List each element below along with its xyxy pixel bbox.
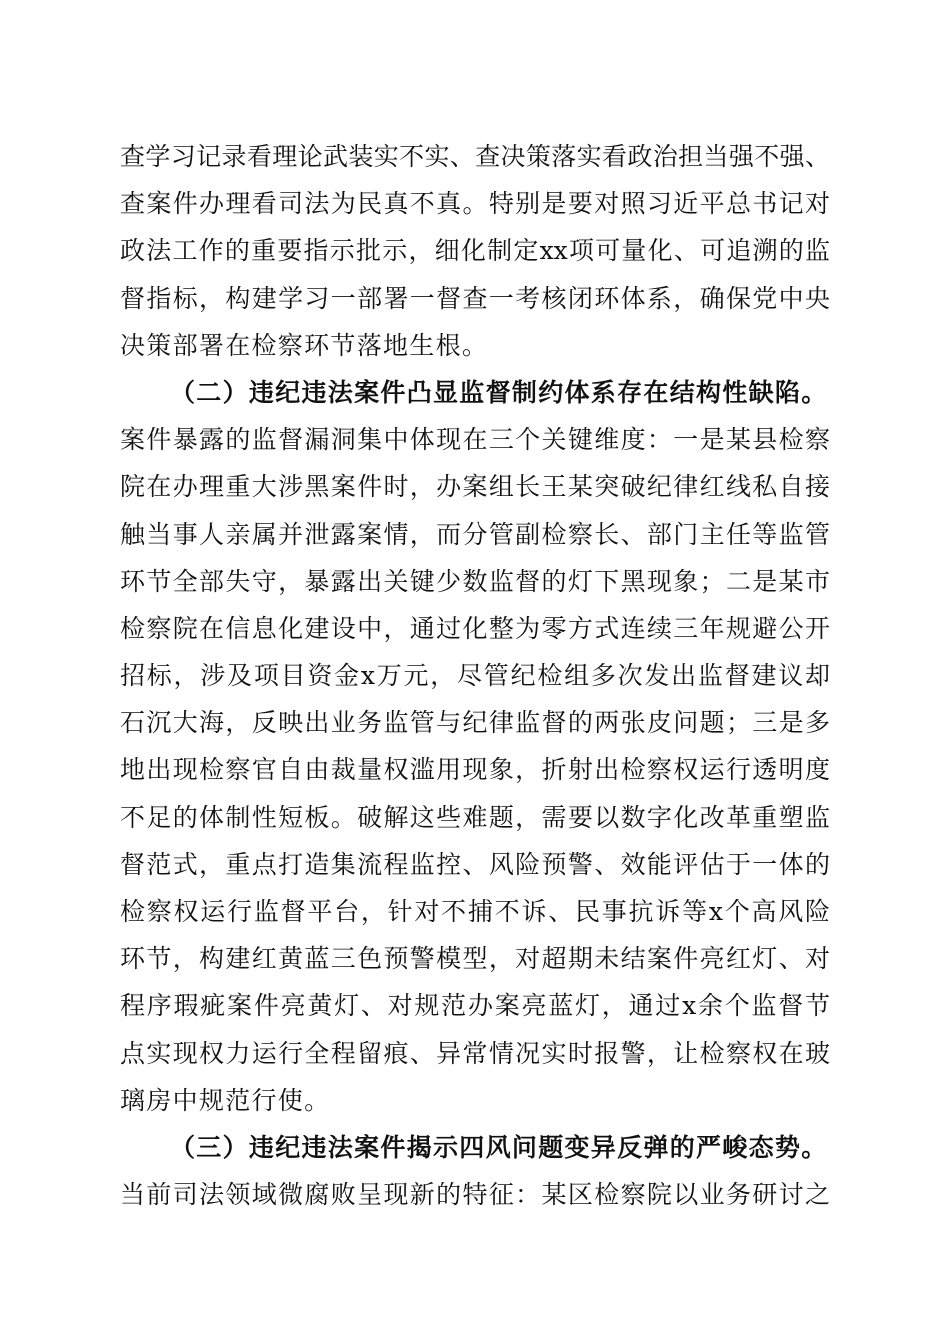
- section-heading-3: （三）违纪违法案件揭示四风问题变异反弹的严峻态势。: [170, 1132, 828, 1162]
- text-line: 环节，构建红黄蓝三色预警模型，对超期未结案件亮红灯、对: [120, 944, 830, 974]
- text-line: 查学习记录看理论武装实不实、查决策落实看政治担当强不强、: [120, 142, 830, 171]
- text-line: 招标，涉及项目资金x万元，尽管纪检组多次发出监督建议却: [120, 661, 830, 691]
- section-heading-2: （二）违纪违法案件凸显监督制约体系存在结构性缺陷。: [170, 377, 828, 407]
- text-line: 查案件办理看司法为民真不真。特别是要对照习近平总书记对: [120, 189, 830, 219]
- text-line: 程序瑕疵案件亮黄灯、对规范办案亮蓝灯，通过x余个监督节: [120, 991, 830, 1021]
- text-line: 检察院在信息化建设中，通过化整为零方式连续三年规避公开: [120, 613, 830, 643]
- text-line: 不足的体制性短板。破解这些难题，需要以数字化改革重塑监: [120, 802, 830, 832]
- document-body: [120, 133, 830, 1218]
- text-line: 触当事人亲属并泄露案情，而分管副检察长、部门主任等监管: [120, 519, 830, 549]
- text-line: 石沉大海，反映出业务监管与纪律监督的两张皮问题；三是多: [120, 708, 830, 738]
- text-line: 院在办理重大涉黑案件时，办案组长王某突破纪律红线私自接: [120, 472, 830, 502]
- text-line: 案件暴露的监督漏洞集中体现在三个关键维度：一是某县检察: [120, 425, 830, 455]
- text-line: 当前司法领域微腐败呈现新的特征：某区检察院以业务研讨之: [120, 1180, 830, 1210]
- text-line: 地出现检察官自由裁量权滥用现象，折射出检察权运行透明度: [120, 755, 830, 785]
- text-line: 璃房中规范行使。: [120, 1085, 331, 1115]
- text-line: 点实现权力运行全程留痕、异常情况实时报警，让检察权在玻: [120, 1038, 830, 1068]
- text-line: 决策部署在检察环节落地生根。: [120, 330, 489, 360]
- text-line: 督指标，构建学习一部署一督查一考核闭环体系，确保党中央: [120, 283, 830, 313]
- text-line: 环节全部失守，暴露出关键少数监督的灯下黑现象；二是某市: [120, 566, 830, 596]
- text-line: 检察权运行监督平台，针对不捕不诉、民事抗诉等x个高风险: [120, 897, 830, 926]
- text-line: 政法工作的重要指示批示，细化制定xx项可量化、可追溯的监: [120, 236, 830, 266]
- text-line: 督范式，重点打造集流程监控、风险预警、效能评估于一体的: [120, 849, 830, 879]
